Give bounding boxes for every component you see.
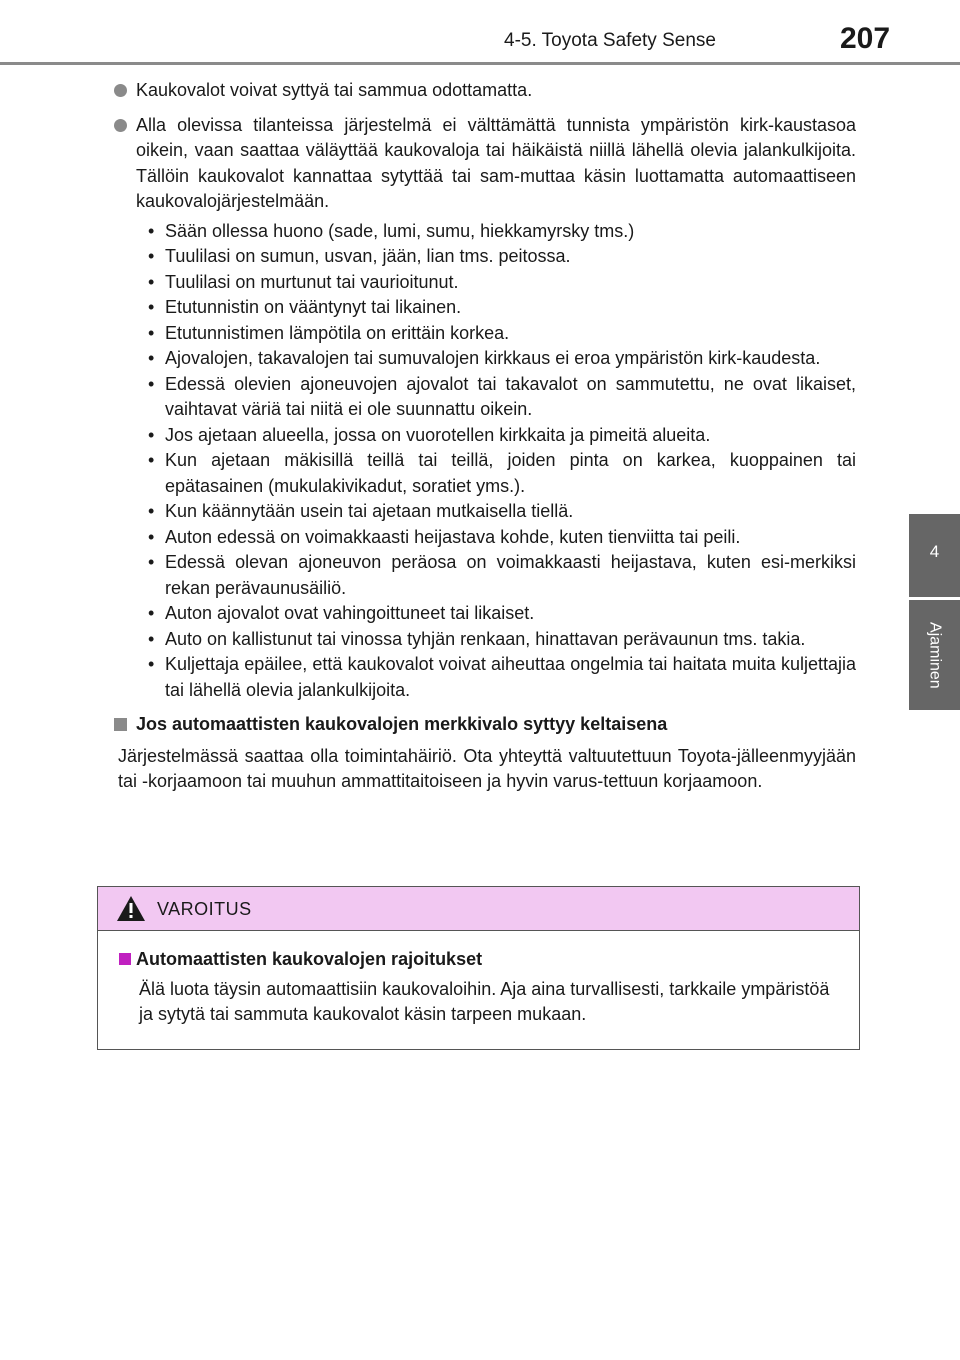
condition-list [148,219,856,704]
page-number: 207 [840,22,891,55]
list-item-text: Auton edessä on voimakkaasti heijastava kohde, kuten tienviitta tai peili. [165,526,741,547]
header-divider [0,62,960,65]
list-item: • Edessä olevan ajoneuvon peräosa on voimakkaasti heijastava, kuten esi-merkiksi rekan perävaunusäiliö. [148,552,856,598]
warning-heading-text: Automaattisten kaukovalojen rajoitukset [136,949,483,969]
list-item-text: Kuljettaja epäilee, että kaukovalot voivat aiheuttaa ongelmia tai haitata muita kuljettajia tai lähellä olevia jalankulkijoita. [165,654,856,700]
list-item-text: Jos ajetaan alueella, jossa on vuorotellen kirkkaita ja pimeitä alueita. [165,424,711,445]
list-item-text: Ajovalojen, takavalojen tai sumuvalojen kirkkaus ei eroa ympäristön kirk-kaudesta. [165,348,821,368]
list-item-text: Auto on kallistunut tai vinossa tyhjän renkaan, hinattavan perävaunun tms. takia. [165,628,806,649]
list-item-text: Edessä olevien ajoneuvojen ajovalot tai takavalot on sammutettu, ne ovat likaiset, vaihtavat väriä tai niitä ei ole suunnattu oikein. [165,373,856,419]
warning-heading [119,947,841,973]
square-bullet-icon [119,953,131,965]
circle-item-text: Kaukovalot voivat syttyä tai sammua odottamatta. [136,80,533,100]
list-item: • Kuljettaja epäilee, että kaukovalot voivat aiheuttaa ongelmia tai haitata muita kuljettajia tai lähellä olevia jalankulkijoita. [148,654,856,700]
list-item: • Auto on kallistunut tai vinossa tyhjän renkaan, hinattavan perävaunun tms. takia. [148,628,806,649]
list-item-text: Kun käännytään usein tai ajetaan mutkaisella tiellä. [165,501,574,521]
list-item-text: Auton ajovalot ovat vahingoittuneet tai likaiset. [165,603,535,623]
list-item: • Tuulilasi on murtunut tai vaurioitunut. [148,271,459,292]
list-item: • Jos ajetaan alueella, jossa on vuorotellen kirkkaita ja pimeitä alueita. [148,424,711,445]
main-content [114,78,856,795]
list-item-text: Tuulilasi on murtunut tai vaurioitunut. [165,271,459,292]
circle-item [114,113,856,704]
list-item-text: Sään ollessa huono (sade, lumi, sumu, hiekkamyrsky tms.) [165,220,635,241]
list-item: • Tuulilasi on sumun, usvan, jään, lian tms. peitossa. [148,246,571,266]
warning-header [98,887,859,931]
list-item: • Kun käännytään usein tai ajetaan mutkaisella tiellä. [148,501,574,521]
circle-item [114,78,856,104]
circle-bullet-icon [114,119,127,132]
list-item: • Etutunnistimen lämpötila on erittäin korkea. [148,322,510,343]
warning-text: Älä luota täysin automaattisiin kaukovaloihin. Aja aina turvallisesti, tarkkaile ympäristöä ja sytytä tai sammuta kaukovalot käsin tarpeen mukaan. [139,978,830,1024]
list-item: • Edessä olevien ajoneuvojen ajovalot tai takavalot on sammutettu, ne ovat likaiset, vaihtavat väriä tai niitä ei ole suunnattu oikein. [148,373,856,419]
section-heading-text: Jos automaattisten kaukovalojen merkkivalo syttyy keltaisena [136,714,668,734]
warning-title: VAROITUS [157,899,252,919]
section-heading [114,712,856,738]
square-bullet-icon [114,718,127,731]
chapter-number: 4 [929,542,940,561]
list-item-text: Etutunnistimen lämpötila on erittäin korkea. [165,322,510,343]
list-item: • Etutunnistin on vääntynyt tai likainen. [148,297,462,317]
circle-item-text: Alla olevissa tilanteissa järjestelmä ei välttämättä tunnista ympäristön kirk-kaustasoa oikein, vaan saattaa väläyttää kaukovaloja tai häikäistä niillä lähellä olevia jalankulkijoita. Tällöin kaukovalot kannattaa sytyttää tai sam-muttaa käsin luottamatta automaattiseen kaukovalojärjestelmään. [136,114,856,211]
chapter-label-tab [909,600,960,710]
list-item-text: Kun ajetaan mäkisillä teillä tai teillä, joiden pinta on karkea, kuoppainen tai epätasainen (mukulakivikadut, soratiet yms.). [165,450,856,496]
warning-triangle-icon [116,895,146,927]
list-item-text: Edessä olevan ajoneuvon peräosa on voimakkaasti heijastava, kuten esi-merkiksi rekan perävaunusäiliö. [165,552,856,598]
section-body: Järjestelmässä saattaa olla toimintahäiriö. Ota yhteyttä valtuutettuun Toyota-jälleenmyyjään tai -korjaamoon tai muuhun ammattitaitoiseen ja hyvin varus-tettuun korjaamoon. [118,745,856,791]
circle-bullet-icon [114,84,127,97]
list-item: • Sään ollessa huono (sade, lumi, sumu, hiekkamyrsky tms.) [148,220,635,241]
list-item: • Ajovalojen, takavalojen tai sumuvalojen kirkkaus ei eroa ympäristön kirk-kaudesta. [148,348,821,368]
list-item: • Auton ajovalot ovat vahingoittuneet tai likaiset. [148,603,535,623]
warning-body [98,931,859,1028]
warning-box [97,886,860,1050]
list-item: • Kun ajetaan mäkisillä teillä tai teillä, joiden pinta on karkea, kuoppainen tai epätasainen (mukulakivikadut, soratiet yms.). [148,450,856,496]
list-item-text: Etutunnistin on vääntynyt tai likainen. [165,297,462,317]
chapter-label: Ajaminen [926,621,944,689]
chapter-tab [909,514,960,597]
list-item: • Auton edessä on voimakkaasti heijastava kohde, kuten tienviitta tai peili. [148,526,741,547]
header-section-title: 4-5. Toyota Safety Sense [504,30,716,51]
list-item-text: Tuulilasi on sumun, usvan, jään, lian tms. peitossa. [165,246,571,266]
